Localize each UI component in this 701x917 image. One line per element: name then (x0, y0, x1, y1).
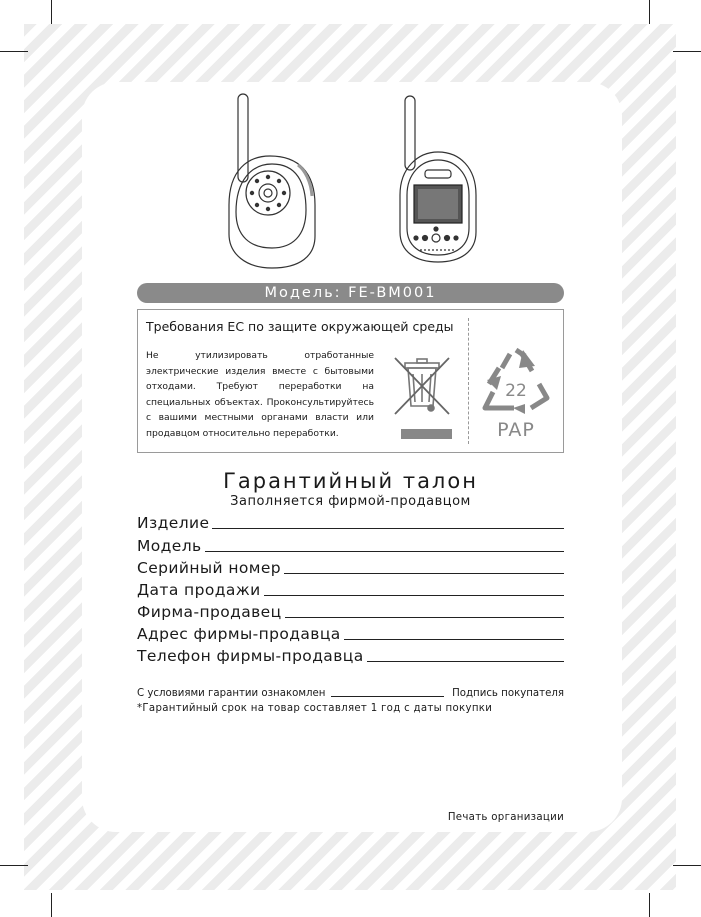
warranty-title: Гарантийный талон (223, 469, 478, 493)
crop-mark (649, 893, 650, 917)
field-label: Дата продажи (137, 581, 261, 599)
eco-text: Не утилизировать отработанные электрические изделия вместе с бытовыми отходами. Требуют переработки на специальных объектах. Проконсультируйтесь с вашими местными органами власти или продавцом относительно переработки. (146, 350, 374, 439)
field-serial-number (137, 557, 564, 577)
crop-mark (673, 865, 701, 866)
field-model (137, 535, 564, 555)
field-label: Адрес фирмы-продавца (137, 625, 341, 643)
field-label: Телефон фирмы-продавца (137, 647, 364, 665)
field-label: Серийный номер (137, 559, 282, 577)
field-fill-line[interactable] (285, 616, 564, 618)
field-label: Изделие (137, 514, 210, 532)
organization-seal-label: Печать организации (447, 812, 564, 823)
terms-acknowledgement-row (137, 685, 564, 699)
recycle-material-label: PAP (497, 419, 535, 441)
bin-underline-bar (401, 429, 452, 439)
field-fill-line[interactable] (367, 660, 564, 662)
field-seller-phone (137, 645, 564, 665)
crop-mark (51, 893, 52, 917)
field-sale-date (137, 579, 564, 599)
field-fill-line[interactable] (205, 550, 564, 552)
eco-requirements-box (137, 309, 564, 453)
field-product (137, 512, 564, 532)
field-label: Модель (137, 537, 202, 555)
field-label: Фирма-продавец (137, 603, 282, 621)
monitor-unit-illustration (400, 96, 476, 262)
warranty-period-note: *Гарантийный срок на товар составляет 1 год с даты покупки (137, 703, 493, 714)
dashed-separator (468, 318, 469, 444)
field-fill-line[interactable] (344, 638, 564, 640)
eco-title: Требования ЕС по защите окружающей среды (146, 319, 454, 334)
field-seller-address (137, 623, 564, 643)
field-seller-company (137, 601, 564, 621)
recycle-code: 22 (505, 381, 527, 401)
crossed-bin-icon (391, 354, 453, 418)
field-fill-line[interactable] (284, 572, 564, 574)
device-illustrations (0, 0, 701, 300)
buyer-signature-label: Подпись покупателя (452, 688, 564, 699)
field-fill-line[interactable] (264, 594, 564, 596)
signature-line[interactable] (331, 696, 444, 697)
warranty-subtitle: Заполняется фирмой-продавцом (230, 494, 471, 509)
model-banner: Модель: FE-BM001 (137, 283, 564, 303)
field-fill-line[interactable] (212, 527, 564, 529)
camera-unit-illustration (229, 94, 315, 268)
terms-text: С условиями гарантии ознакомлен (137, 688, 326, 699)
crop-mark (0, 865, 28, 866)
recycle-icon (479, 346, 553, 418)
